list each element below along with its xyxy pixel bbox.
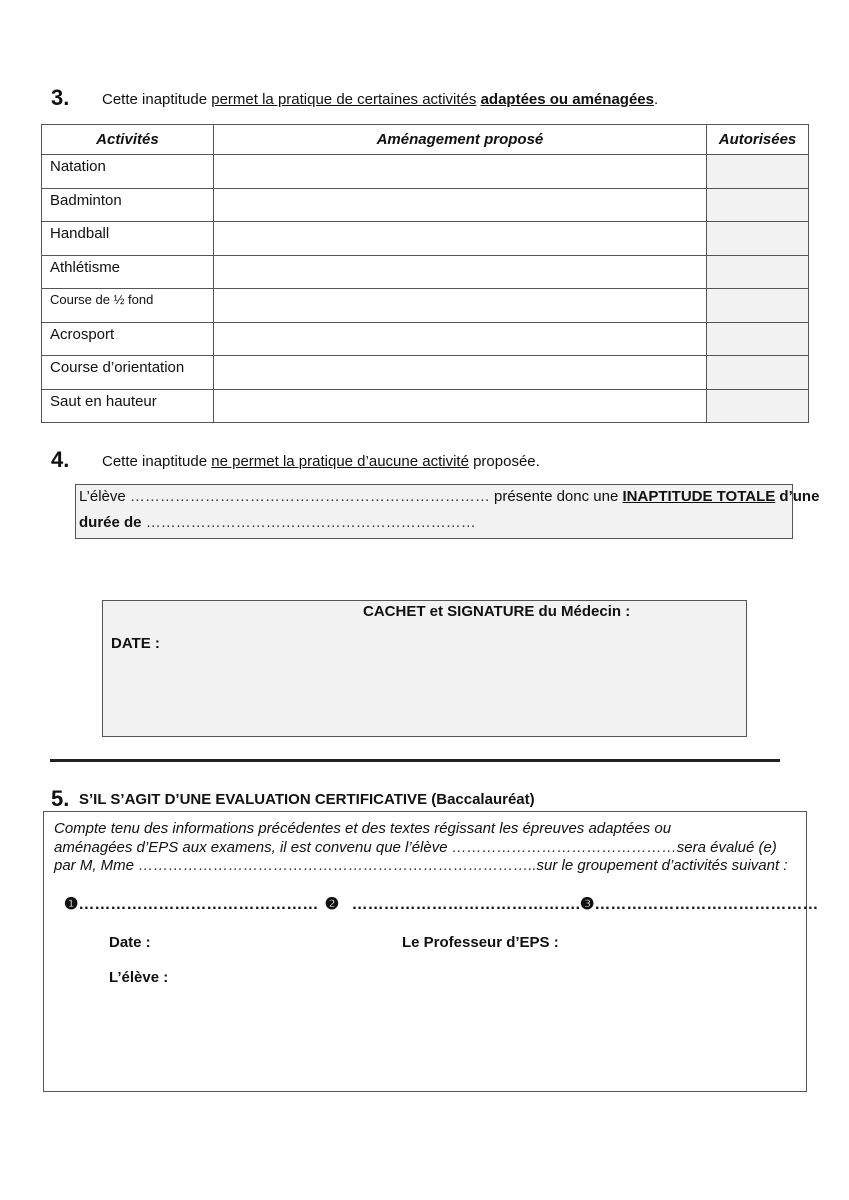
amenagement-cell[interactable] — [213, 389, 706, 423]
table-row — [42, 155, 809, 189]
eval-prof-label: Le Professeur d’EPS : — [402, 934, 559, 951]
box4-inaptitude-totale: INAPTITUDE TOTALE — [622, 488, 776, 505]
autorisee-cell[interactable] — [707, 389, 809, 423]
table-row — [42, 188, 809, 222]
section-4-text — [102, 453, 540, 470]
doctor-signature-box[interactable] — [102, 600, 747, 737]
choice-2-marker: ❷ — [324, 896, 340, 913]
signature-date-label: DATE : — [111, 635, 160, 652]
section-5-number: 5. — [51, 786, 70, 811]
autorisee-cell[interactable] — [707, 322, 809, 356]
eval-line2-b: sera évalué (e) — [676, 839, 777, 856]
eval-para-line1: Compte tenu des informations précédentes et des textes régissant les épreuves adaptées ou — [54, 820, 672, 837]
autorisee-cell[interactable] — [707, 289, 809, 323]
section-3-text — [102, 91, 658, 108]
eval-date-label: Date : — [109, 934, 151, 951]
table-row — [42, 356, 809, 390]
choice-3-dots[interactable]: …………………………………… — [594, 896, 819, 913]
activity-name: Course de ½ fond — [42, 289, 214, 323]
signature-title: CACHET et SIGNATURE du Médecin : — [363, 603, 631, 620]
activity-choices — [64, 894, 818, 914]
eval-line2-a: aménagées d’EPS aux examens, il est convenu que l’élève — [54, 839, 452, 856]
autorisee-cell[interactable] — [707, 222, 809, 256]
autorisee-cell[interactable] — [707, 155, 809, 189]
table-row — [42, 322, 809, 356]
eval-para-line2 — [54, 839, 777, 856]
amenagement-cell[interactable] — [213, 222, 706, 256]
table-header-row — [42, 125, 809, 155]
autorisee-cell[interactable] — [707, 188, 809, 222]
evaluation-box — [43, 811, 819, 1092]
activity-name: Course d’orientation — [42, 356, 214, 390]
box4-line1 — [79, 488, 819, 505]
eval-eleve-dots[interactable]: ……………………………………… — [451, 839, 677, 856]
section-4-number: 4. — [51, 447, 70, 472]
header-amenagement: Aménagement proposé — [213, 125, 706, 155]
choice-1-dots[interactable]: ……………………………………… — [78, 896, 319, 913]
amenagement-cell[interactable] — [213, 289, 706, 323]
eval-line3-b: sur le groupement d’activités suivant : — [536, 857, 788, 874]
eval-para-line3 — [54, 857, 788, 874]
table-row — [42, 289, 809, 323]
box4-eleve-label: L’élève — [79, 488, 130, 505]
activity-name: Handball — [42, 222, 214, 256]
choice-1-marker: ❶ — [64, 896, 79, 913]
table-row — [42, 255, 809, 289]
header-autorisees: Autorisées — [707, 125, 809, 155]
s4-text-before: Cette inaptitude — [102, 453, 212, 470]
activity-name: Saut en hauteur — [42, 389, 214, 423]
activity-name: Athlétisme — [42, 255, 214, 289]
amenagement-cell[interactable] — [213, 155, 706, 189]
section-3-number: 3. — [51, 85, 70, 110]
header-activites: Activités — [42, 125, 214, 155]
amenagement-cell[interactable] — [213, 188, 706, 222]
eval-eleve-label: L’élève : — [109, 969, 169, 986]
activity-name: Acrosport — [42, 322, 214, 356]
total-inaptitude-box — [75, 484, 820, 539]
eval-line3-a: par M, Mme — [54, 857, 139, 874]
box4-duree-dots[interactable]: ………………………………………………………… — [145, 514, 476, 531]
choice-2-dots[interactable]: ……………………………………. — [351, 896, 581, 913]
amenagement-cell[interactable] — [213, 322, 706, 356]
table-row — [42, 222, 809, 256]
s4-text-end: proposée. — [468, 453, 540, 470]
box4-line2 — [79, 514, 476, 531]
box4-eleve-dots[interactable]: ……………………………………………………………… — [129, 488, 490, 505]
amenagement-cell[interactable] — [213, 255, 706, 289]
s3-text-before: Cette inaptitude — [102, 91, 212, 108]
s4-text-underlined: ne permet la pratique d’aucune activité — [211, 453, 469, 470]
choice-3-marker: ❸ — [580, 896, 595, 913]
section-divider — [50, 759, 780, 762]
s3-text-underlined: permet la pratique de certaines activités — [211, 91, 477, 108]
activity-name: Badminton — [42, 188, 214, 222]
amenagement-cell[interactable] — [213, 356, 706, 390]
autorisee-cell[interactable] — [707, 356, 809, 390]
table-row — [42, 389, 809, 423]
activity-name: Natation — [42, 155, 214, 189]
box4-mid-text: présente donc une — [489, 488, 623, 505]
s3-text-bold-underlined: adaptées ou aménagées — [480, 91, 654, 108]
box4-duree-label: durée de — [79, 514, 146, 531]
activities-table — [41, 124, 809, 423]
s3-text-end: . — [653, 91, 659, 108]
section-5-title: S’IL S’AGIT D’UNE EVALUATION CERTIFICATIVE (Baccalauréat) — [79, 791, 535, 808]
autorisee-cell[interactable] — [707, 255, 809, 289]
box4-bold-end: d’une — [775, 488, 820, 505]
eval-prof-dots[interactable]: …………………………………………………………………….. — [138, 857, 537, 874]
